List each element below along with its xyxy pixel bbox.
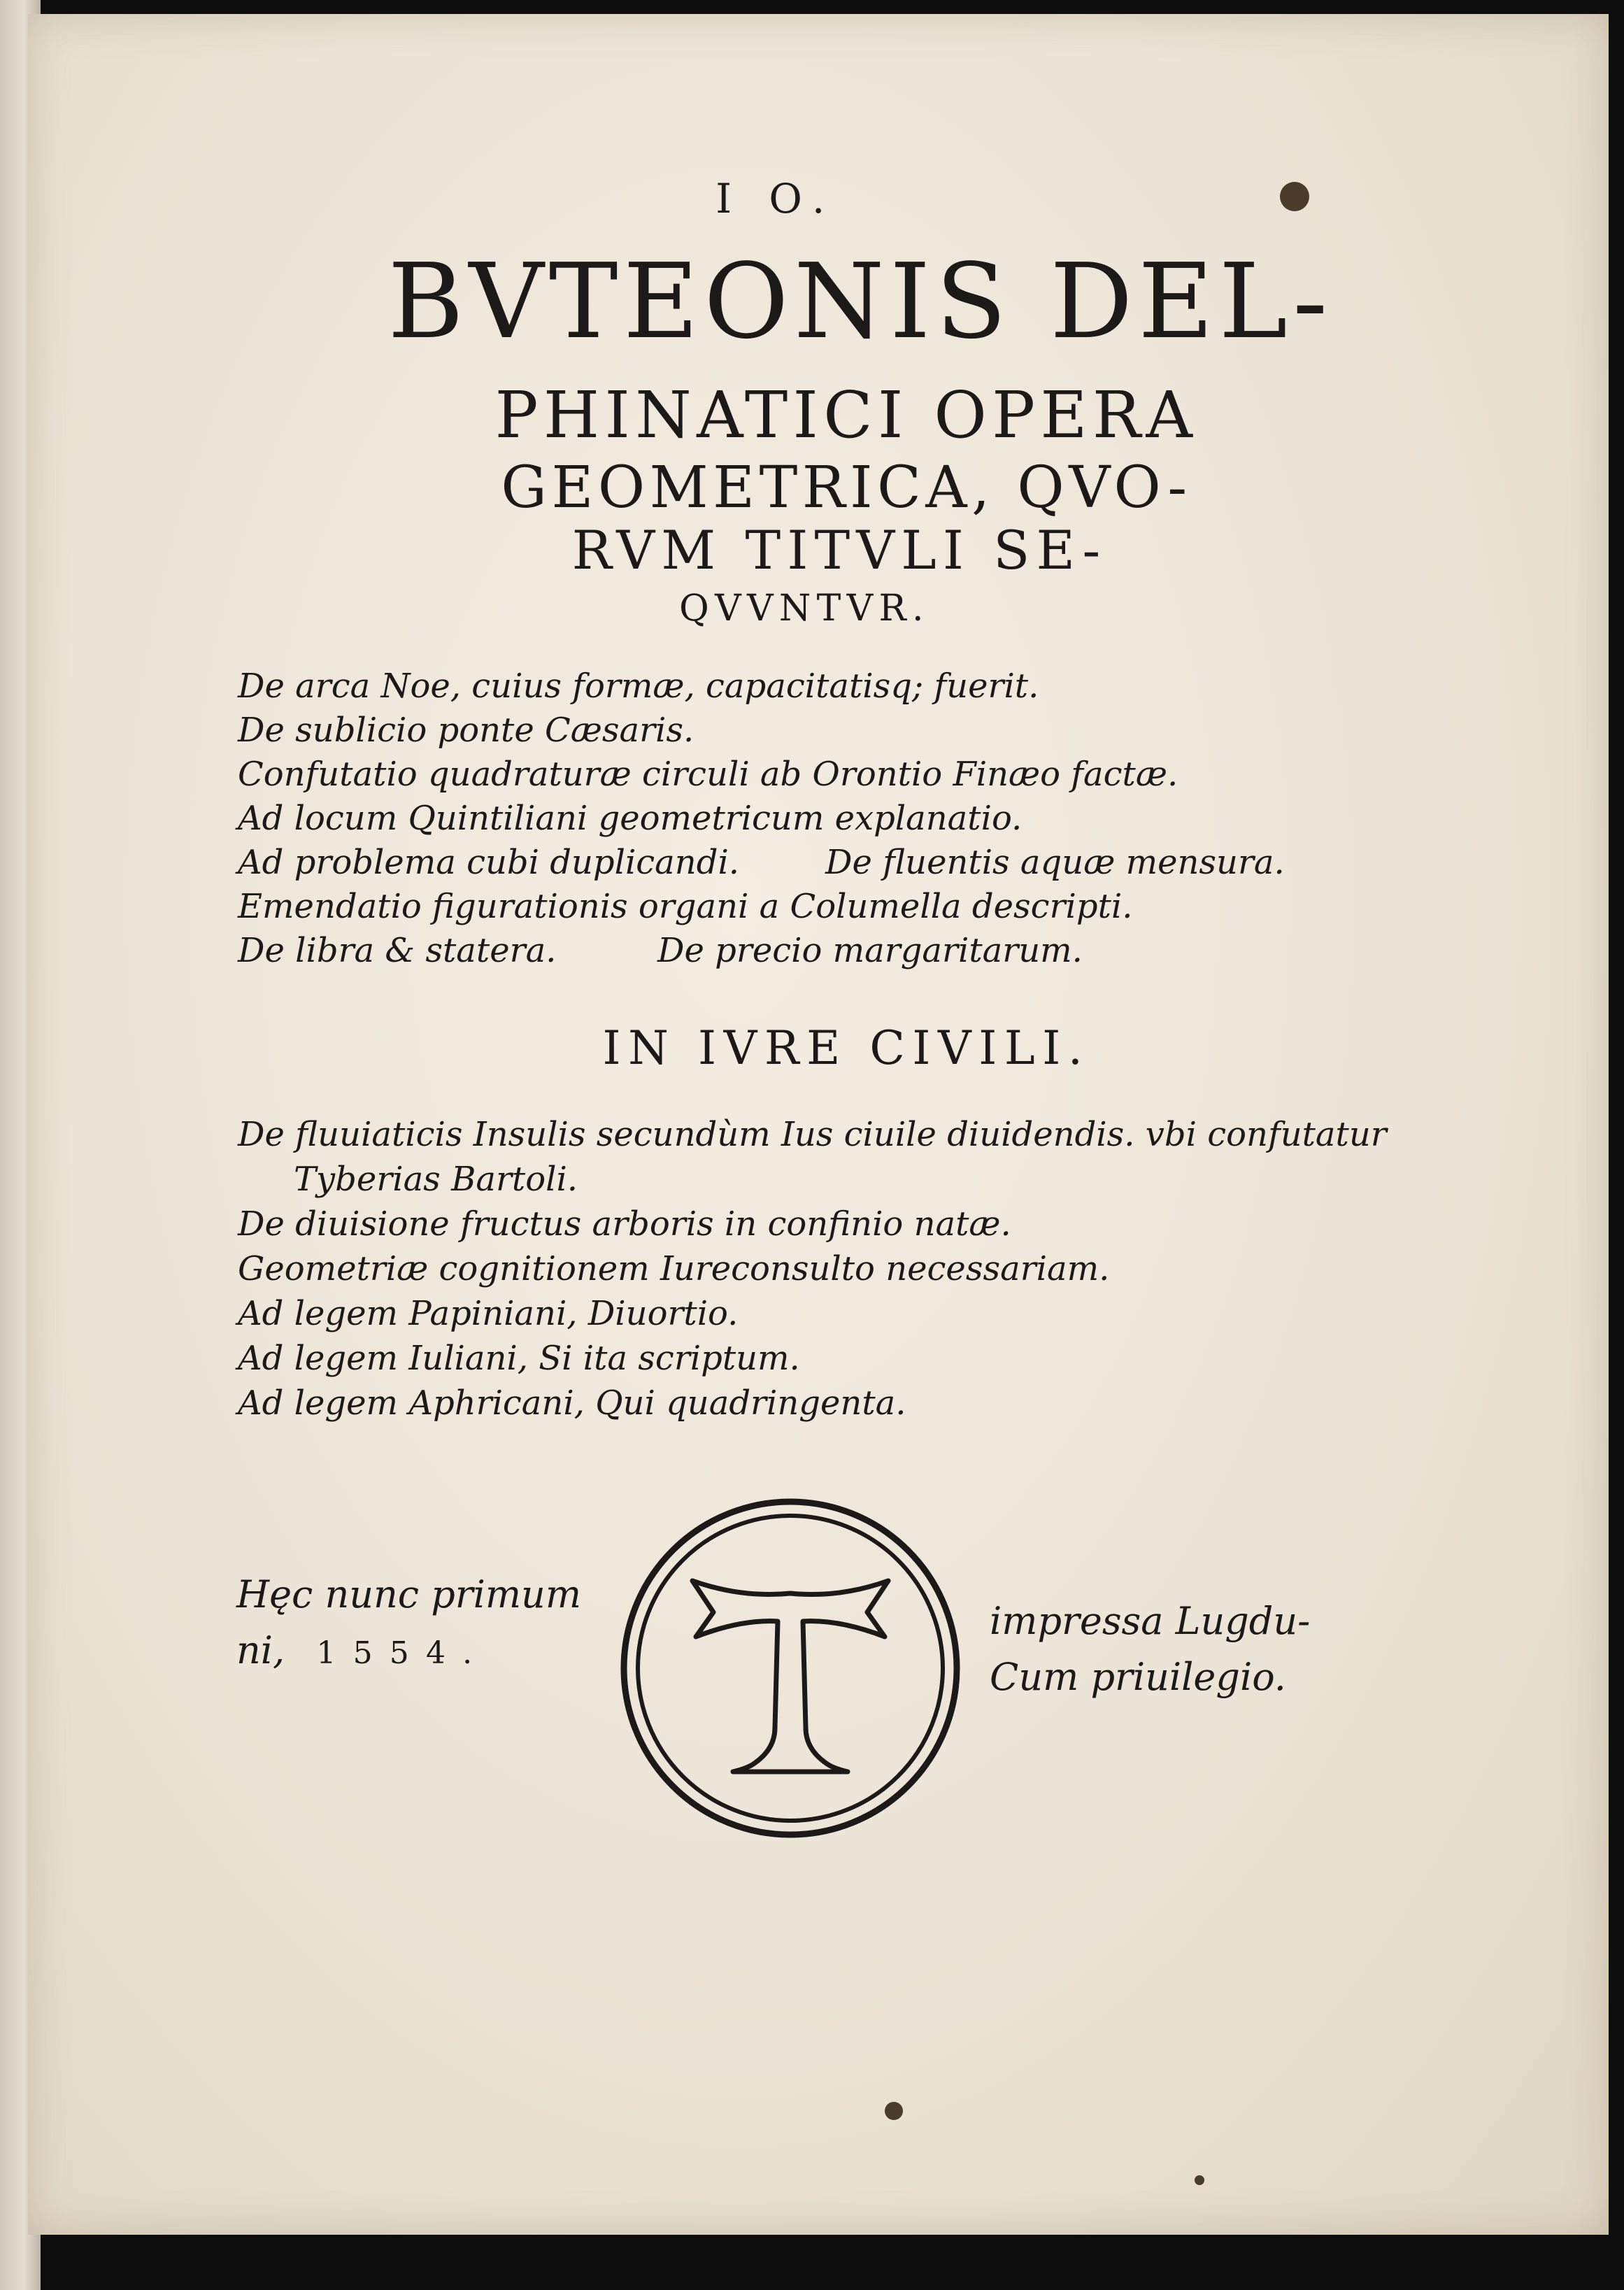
geometric-works-list [238,664,1427,973]
work-title: Geometriæ cognitionem Iureconsulto necessariam. [238,1249,1110,1288]
list-item [238,1202,1427,1246]
work-title: Ad locum Quintiliani geometricum explanatio. [238,799,1023,838]
foxing-spot [1280,182,1309,211]
list-item [238,1336,1427,1381]
list-item [238,1112,1427,1157]
title-page [28,14,1609,2235]
list-item [238,1157,1427,1202]
work-title: De diuisione fructus arboris in confinio natæ. [238,1204,1011,1244]
imprint-fragment: ni, [236,1628,285,1672]
title-line-3: PHINATICI OPERA [494,378,1198,453]
work-title: Ad legem Iuliani, Si ita scriptum. [238,1339,800,1378]
title-line-4: GEOMETRICA, QVO- [501,455,1192,521]
list-item [238,797,1427,841]
imprint-line: impressa Lugdu- [990,1599,1311,1643]
section-heading: IN IVRE CIVILI. [602,1021,1090,1075]
work-title: Confutatio quadraturæ circuli ab Orontio Finæo factæ. [238,755,1178,794]
work-title-second: De fluentis aquæ mensura. [825,843,1285,882]
list-item [238,664,1427,709]
work-title: De libra & statera. [238,931,557,970]
work-title: Ad legem Aphricani, Qui quadringenta. [238,1384,906,1423]
work-title: Emendatio figurationis organi a Columella descripti. [238,887,1133,926]
list-item [238,841,1427,885]
work-title: De sublicio ponte Cæsaris. [238,711,695,750]
title-line-2: BVTEONIS DEL- [387,241,1333,362]
work-title: De fluuiaticis Insulis secundùm Ius ciuile diuidendis. vbi confutatur [238,1115,1387,1154]
title-line-1: I O. [715,175,837,222]
title-line-5: RVM TITVLI SE- [571,519,1107,581]
printers-device-tau-icon [615,1497,965,1840]
imprint-line: Hęc nunc primum [236,1572,582,1616]
list-item [238,753,1427,797]
list-item [238,1381,1427,1425]
civil-law-works-list [238,1112,1427,1425]
foxing-spot [885,2102,903,2120]
work-title: De arca Noe, cuius formæ, capacitatisq; fuerit. [238,667,1039,706]
foxing-spot [1195,2175,1204,2185]
work-title: Ad legem Papiniani, Diuortio. [238,1294,739,1333]
list-item [238,885,1427,929]
work-title: Tyberias Bartoli. [294,1160,578,1199]
imprint-line [236,1623,600,1681]
imprint-year: 1554. [316,1635,490,1671]
list-item [238,929,1427,973]
list-item [238,1246,1427,1291]
list-item [238,709,1427,753]
list-item [238,1291,1427,1336]
title-line-6: QVVNTVR. [679,588,929,630]
imprint-left [236,1567,600,1681]
work-title: Ad problema cubi duplicandi. [238,843,740,882]
imprint-line: Cum priuilegio. [990,1655,1286,1699]
imprint-right [990,1593,1381,1705]
work-title-second: De precio margaritarum. [657,931,1083,970]
